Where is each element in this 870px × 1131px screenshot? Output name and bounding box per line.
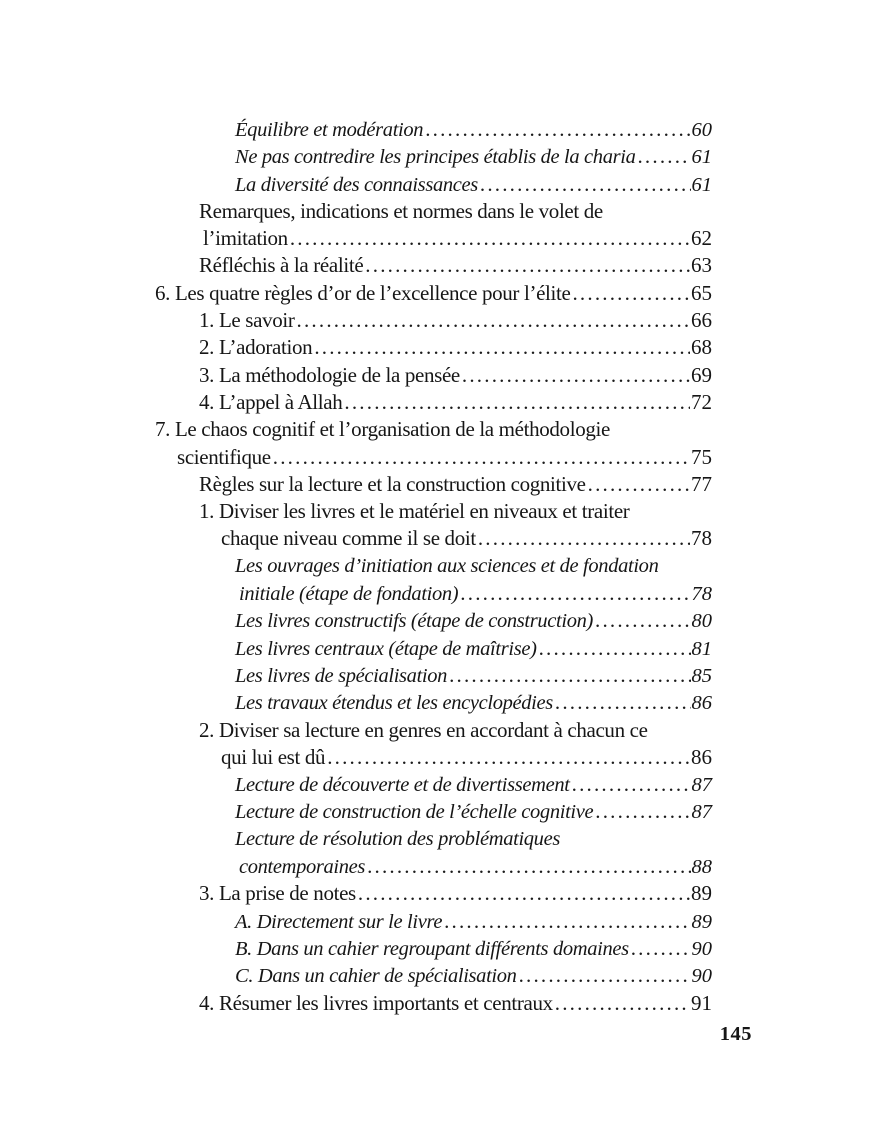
toc-entry — [235, 689, 712, 716]
toc-entry-line-last — [203, 225, 712, 252]
toc-entry-line — [155, 416, 712, 443]
toc-entry — [235, 962, 712, 989]
toc-entry — [199, 252, 712, 279]
toc-entry-line-last — [235, 689, 712, 716]
dot-leader — [539, 635, 691, 663]
toc-entry — [235, 143, 712, 170]
toc-entry-page-number: 78 — [691, 526, 712, 551]
toc-entry-line-last — [235, 143, 712, 170]
toc-entry-page-number: 61 — [691, 173, 712, 196]
toc-entry — [199, 334, 712, 361]
toc-entry-title: Les travaux étendus et les encyclopédies — [235, 692, 553, 715]
toc-entry-title: 4. Résumer les livres importants et centraux — [199, 990, 553, 1015]
toc-entry-line-last — [235, 771, 712, 798]
toc-entry-line-last — [199, 362, 712, 389]
toc-entry-page-number: 65 — [691, 280, 712, 305]
toc-entry — [199, 990, 712, 1017]
toc-entry-title: Les livres centraux (étape de maîtrise) — [235, 637, 537, 660]
toc-entry-page-number: 90 — [691, 965, 712, 988]
toc-entry-line-last — [235, 662, 712, 689]
toc-entry-title: B. Dans un cahier regroupant différents domaines — [235, 937, 629, 960]
dot-leader — [365, 252, 690, 279]
toc-entry — [199, 198, 712, 253]
toc-entry-line-last — [199, 880, 712, 907]
dot-leader — [478, 525, 690, 552]
dot-leader — [314, 334, 690, 361]
toc-entry-title: l’imitation — [203, 226, 288, 251]
toc-entry — [235, 826, 712, 881]
toc-entry — [235, 607, 712, 634]
toc-entry-page-number: 86 — [691, 744, 712, 769]
toc-entry-page-number: 61 — [691, 146, 712, 169]
dot-leader — [273, 444, 690, 471]
toc-entry — [199, 389, 712, 416]
toc-entry — [199, 717, 712, 772]
toc-entry — [199, 498, 712, 553]
toc-entry-page-number: 87 — [691, 774, 712, 797]
dot-leader — [572, 771, 691, 799]
toc-entry-line-last — [155, 280, 712, 307]
toc-entry-line-last — [199, 252, 712, 279]
toc-entry-title: Les ouvrages d’initiation aux sciences et de fondation — [235, 554, 659, 577]
toc-entry-line-last — [235, 935, 712, 962]
dot-leader — [555, 990, 690, 1017]
toc-entry — [235, 771, 712, 798]
toc-entry — [235, 935, 712, 962]
dot-leader — [637, 143, 690, 171]
toc-entry-page-number: 69 — [691, 362, 712, 387]
toc-entry-line — [199, 498, 712, 525]
toc-entry-line — [199, 717, 712, 744]
toc-entry-line-last — [221, 744, 712, 771]
toc-entry-title: chaque niveau comme il se doit — [221, 526, 476, 551]
toc-entry-title: La diversité des connaissances — [235, 173, 478, 196]
toc-entry-line-last — [199, 334, 712, 361]
dot-leader — [555, 689, 691, 717]
toc-entry-title: 1. Diviser les livres et le matériel en niveaux et traiter — [199, 499, 630, 524]
toc-entry-title: A. Directement sur le livre — [235, 910, 443, 933]
toc-entry-title: initiale (étape de fondation) — [239, 583, 459, 606]
dot-leader — [572, 280, 690, 307]
toc-entry-line-last — [235, 607, 712, 634]
toc-entry-title: 6. Les quatre règles d’or de l’excellence pour l’élite — [155, 280, 571, 305]
toc-entry-title: Les livres constructifs (étape de construction) — [235, 610, 593, 633]
toc-entry-page-number: 85 — [691, 664, 712, 687]
dot-leader — [344, 389, 690, 416]
toc-entry — [235, 908, 712, 935]
toc-entry-line — [235, 826, 712, 853]
toc-entry-line-last — [235, 908, 712, 935]
toc-entry-title: Lecture de construction de l’échelle cognitive — [235, 801, 594, 824]
toc-entry-page-number: 90 — [691, 937, 712, 960]
toc-entry-page-number: 75 — [691, 444, 712, 469]
dot-leader — [519, 962, 691, 990]
toc-entry-line-last — [199, 990, 712, 1017]
toc-entry-title: contemporaines — [239, 856, 366, 879]
toc-entry-line-last — [199, 389, 712, 416]
toc-entry-title: 7. Le chaos cognitif et l’organisation de la méthodologie — [155, 417, 610, 442]
toc-entry-page-number: 60 — [691, 119, 712, 141]
dot-leader — [444, 908, 690, 936]
toc-entry-title: Réfléchis à la réalité — [199, 253, 364, 278]
toc-entry-line-last — [235, 116, 712, 143]
toc-entry — [199, 471, 712, 498]
toc-entry-line-last — [177, 444, 712, 471]
toc-entry-title: Lecture de résolution des problématiques — [235, 827, 560, 850]
toc-entry — [235, 116, 712, 143]
dot-leader — [595, 607, 691, 635]
toc-entry-page-number: 88 — [691, 856, 712, 879]
toc-entry-title: qui lui est dû — [221, 744, 326, 769]
toc-entry-page-number: 91 — [691, 990, 712, 1015]
toc-entry-title: 3. La prise de notes — [199, 881, 356, 906]
toc-entry-title: Les livres de spécialisation — [235, 664, 448, 687]
toc-entry-page-number: 86 — [691, 692, 712, 715]
toc-entry-line-last — [239, 580, 712, 607]
dot-leader — [460, 580, 690, 608]
toc-entry — [199, 362, 712, 389]
toc-entry — [235, 635, 712, 662]
toc-entry — [155, 416, 712, 471]
toc-entry-page-number: 66 — [691, 308, 712, 333]
toc-entry-page-number: 87 — [691, 801, 712, 824]
dot-leader — [358, 880, 690, 907]
dot-leader — [631, 935, 691, 963]
dot-leader — [425, 116, 690, 144]
toc-entry-line-last — [199, 471, 712, 498]
toc-entry — [235, 553, 712, 608]
table-of-contents — [155, 116, 712, 1017]
toc-entry-title: Ne pas contredire les principes établis de la charia — [235, 146, 636, 169]
toc-entry — [235, 662, 712, 689]
toc-entry-title: scientifique — [177, 444, 271, 469]
toc-entry-line — [235, 553, 712, 580]
toc-entry-page-number: 63 — [691, 253, 712, 278]
toc-entry — [199, 880, 712, 907]
toc-entry-line-last — [199, 307, 712, 334]
toc-entry-page-number: 68 — [691, 335, 712, 360]
dot-leader — [449, 662, 690, 690]
toc-entry-page-number: 89 — [691, 881, 712, 906]
toc-entry — [155, 280, 712, 307]
dot-leader — [327, 744, 690, 771]
toc-entry-title: C. Dans un cahier de spécialisation — [235, 965, 517, 988]
toc-entry-title: 2. L’adoration — [199, 335, 313, 360]
toc-entry-title: 4. L’appel à Allah — [199, 389, 343, 414]
toc-entry-page-number: 78 — [691, 583, 712, 606]
dot-leader — [297, 307, 690, 334]
page-number: 145 — [719, 1023, 752, 1045]
toc-entry-title: 3. La méthodologie de la pensée — [199, 362, 460, 387]
toc-entry-page-number: 81 — [691, 637, 712, 660]
dot-leader — [367, 853, 690, 881]
toc-entry-title: 2. Diviser sa lecture en genres en accordant à chacun ce — [199, 717, 648, 742]
toc-entry-line-last — [235, 798, 712, 825]
toc-entry-title: Règles sur la lecture et la construction cognitive — [199, 471, 586, 496]
toc-entry — [235, 798, 712, 825]
toc-entry-line-last — [235, 171, 712, 198]
dot-leader — [462, 362, 690, 389]
toc-entry-title: Lecture de découverte et de divertissement — [235, 774, 570, 797]
toc-entry-title: Remarques, indications et normes dans le volet de — [199, 198, 603, 223]
toc-entry-title: 1. Le savoir — [199, 308, 295, 333]
toc-entry-page-number: 80 — [691, 610, 712, 633]
toc-entry-page-number: 62 — [691, 226, 712, 251]
dot-leader — [595, 798, 690, 826]
dot-leader — [480, 171, 691, 199]
dot-leader — [290, 225, 690, 252]
toc-entry-line-last — [235, 962, 712, 989]
toc-entry-page-number: 77 — [691, 471, 712, 496]
dot-leader — [588, 471, 690, 498]
toc-entry-line-last — [239, 853, 712, 880]
toc-entry-line-last — [235, 635, 712, 662]
toc-entry-title: Équilibre et modération — [235, 119, 424, 141]
toc-entry-page-number: 72 — [691, 389, 712, 414]
toc-entry — [199, 307, 712, 334]
toc-entry-line — [199, 198, 712, 225]
toc-entry-page-number: 89 — [691, 910, 712, 933]
toc-entry-line-last — [221, 525, 712, 552]
toc-entry — [235, 171, 712, 198]
